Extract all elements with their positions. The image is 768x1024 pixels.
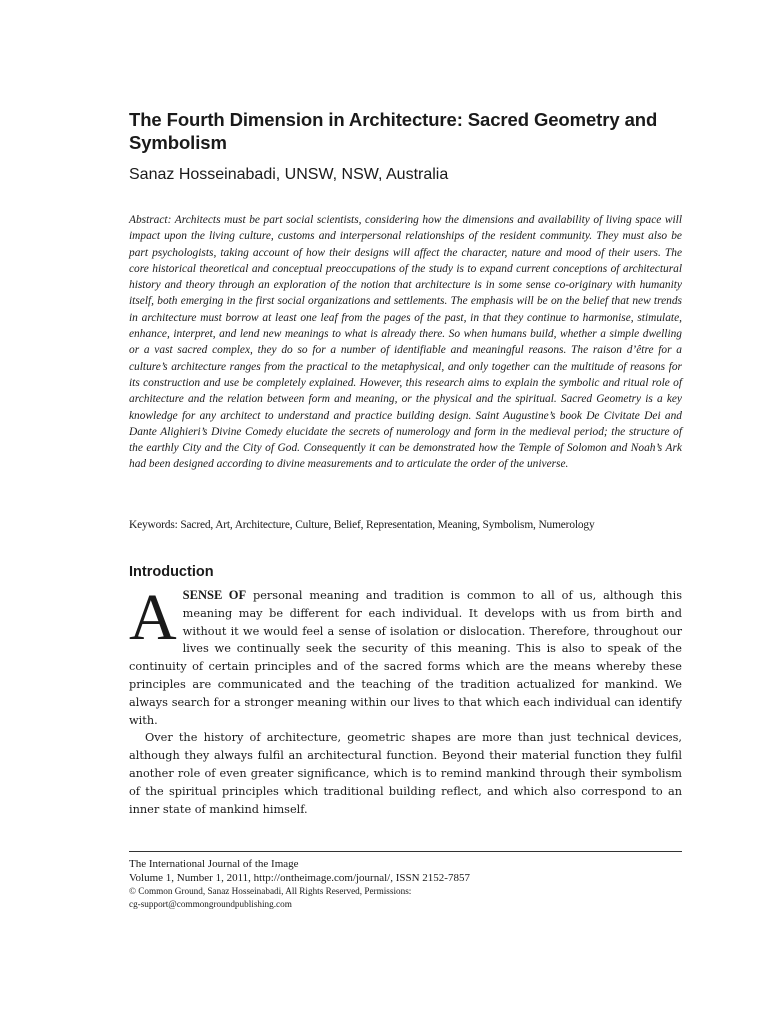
journal-name: The International Journal of the Image <box>129 858 299 870</box>
permissions-email: cg-support@commongroundpublishing.com <box>129 898 292 909</box>
lead-in-text: SENSE OF <box>182 588 247 602</box>
drop-cap: A <box>129 581 177 654</box>
paragraph: Over the history of architecture, geometric shapes are more than just technical devices, although they always fulfil an architectural function. Beyond their material function they fulfil another role of even greater significance, which is to remind mankind through their symbolism of the spiritual principles which traditional building reflect, and which also correspond to an inner state of mankind himself. <box>129 731 682 816</box>
introduction-body <box>129 581 682 818</box>
paragraph-text: personal meaning and tradition is common to all of us, although this meaning may be different for each individual. It develops with us from birth and without it we would feel a sense of isolation or dislocation. Therefore, throughout our lives we continually seek the security of this meaning. This is also to speak of the continuity of certain principles and of the sacred forms which are the means whereby these principles are communicated and the teaching of the tradition actualized for mankind. We always search for a stronger meaning within our lives to that which each individual can identify with. <box>129 589 682 727</box>
journal-footer <box>129 857 682 910</box>
footer-divider <box>129 851 682 852</box>
paragraph <box>129 581 682 729</box>
keywords: Keywords: Sacred, Art, Architecture, Culture, Belief, Representation, Meaning, Symbolism, Numerology <box>129 519 595 531</box>
abstract: Abstract: Architects must be part social scientists, considering how the dimensions and availability of living space will impact upon the living culture, customs and interpersonal relationships of the resident community. They must also be part psychologists, taking account of how their designs will affect the character, nature and mood of their users. The core historical theoretical and conceptual preoccupations of the study is to expand current conceptions of architectural history and theory through an exploration of the notion that architecture is in some sense co-originary with humanity itself, both emerging in the first social organizations and settlements. The emphasis will be on the belief that new trends in architecture must borrow at least one leaf from the pages of the past, in that they continue to harmonise, stimulate, enhance, interpret, and lend new meanings to what is already there. So when humans build, whether a simple dwelling or a vast sacred complex, they do so for a number of identifiable and meaningful reasons. The raison d’être for a culture’s architecture ranges from the practical to the metaphysical, and only together can the multitude of reasons for its construction and use be completely explained. However, this research aims to explain the symbolic and ritual role of architecture and the relation between form and meaning, or the physical and the spiritual. Sacred Geometry is a key knowledge for any architect to understand and practice building design. Saint Augustine’s book De Civitate Dei and Dante Alighieri’s Divine Comedy elucidate the secrets of numerology and form in the medieval period; the structure of the earthly City and the City of God. Consequently it can be demonstrated how the Temple of Solomon and Noah’s Ark had been designed according to divine measurements and to articulate the order of the universe. <box>129 214 682 471</box>
section-heading-introduction: Introduction <box>129 564 214 580</box>
author-line: Sanaz Hosseinabadi, UNSW, NSW, Australia <box>129 166 449 183</box>
journal-volume: Volume 1, Number 1, 2011, http://ontheimage.com/journal/, ISSN 2152-7857 <box>129 872 470 884</box>
copyright-notice: © Common Ground, Sanaz Hosseinabadi, All Rights Reserved, Permissions: <box>129 886 412 896</box>
paper-title: The Fourth Dimension in Architecture: Sacred Geometry and Symbolism <box>129 109 658 153</box>
